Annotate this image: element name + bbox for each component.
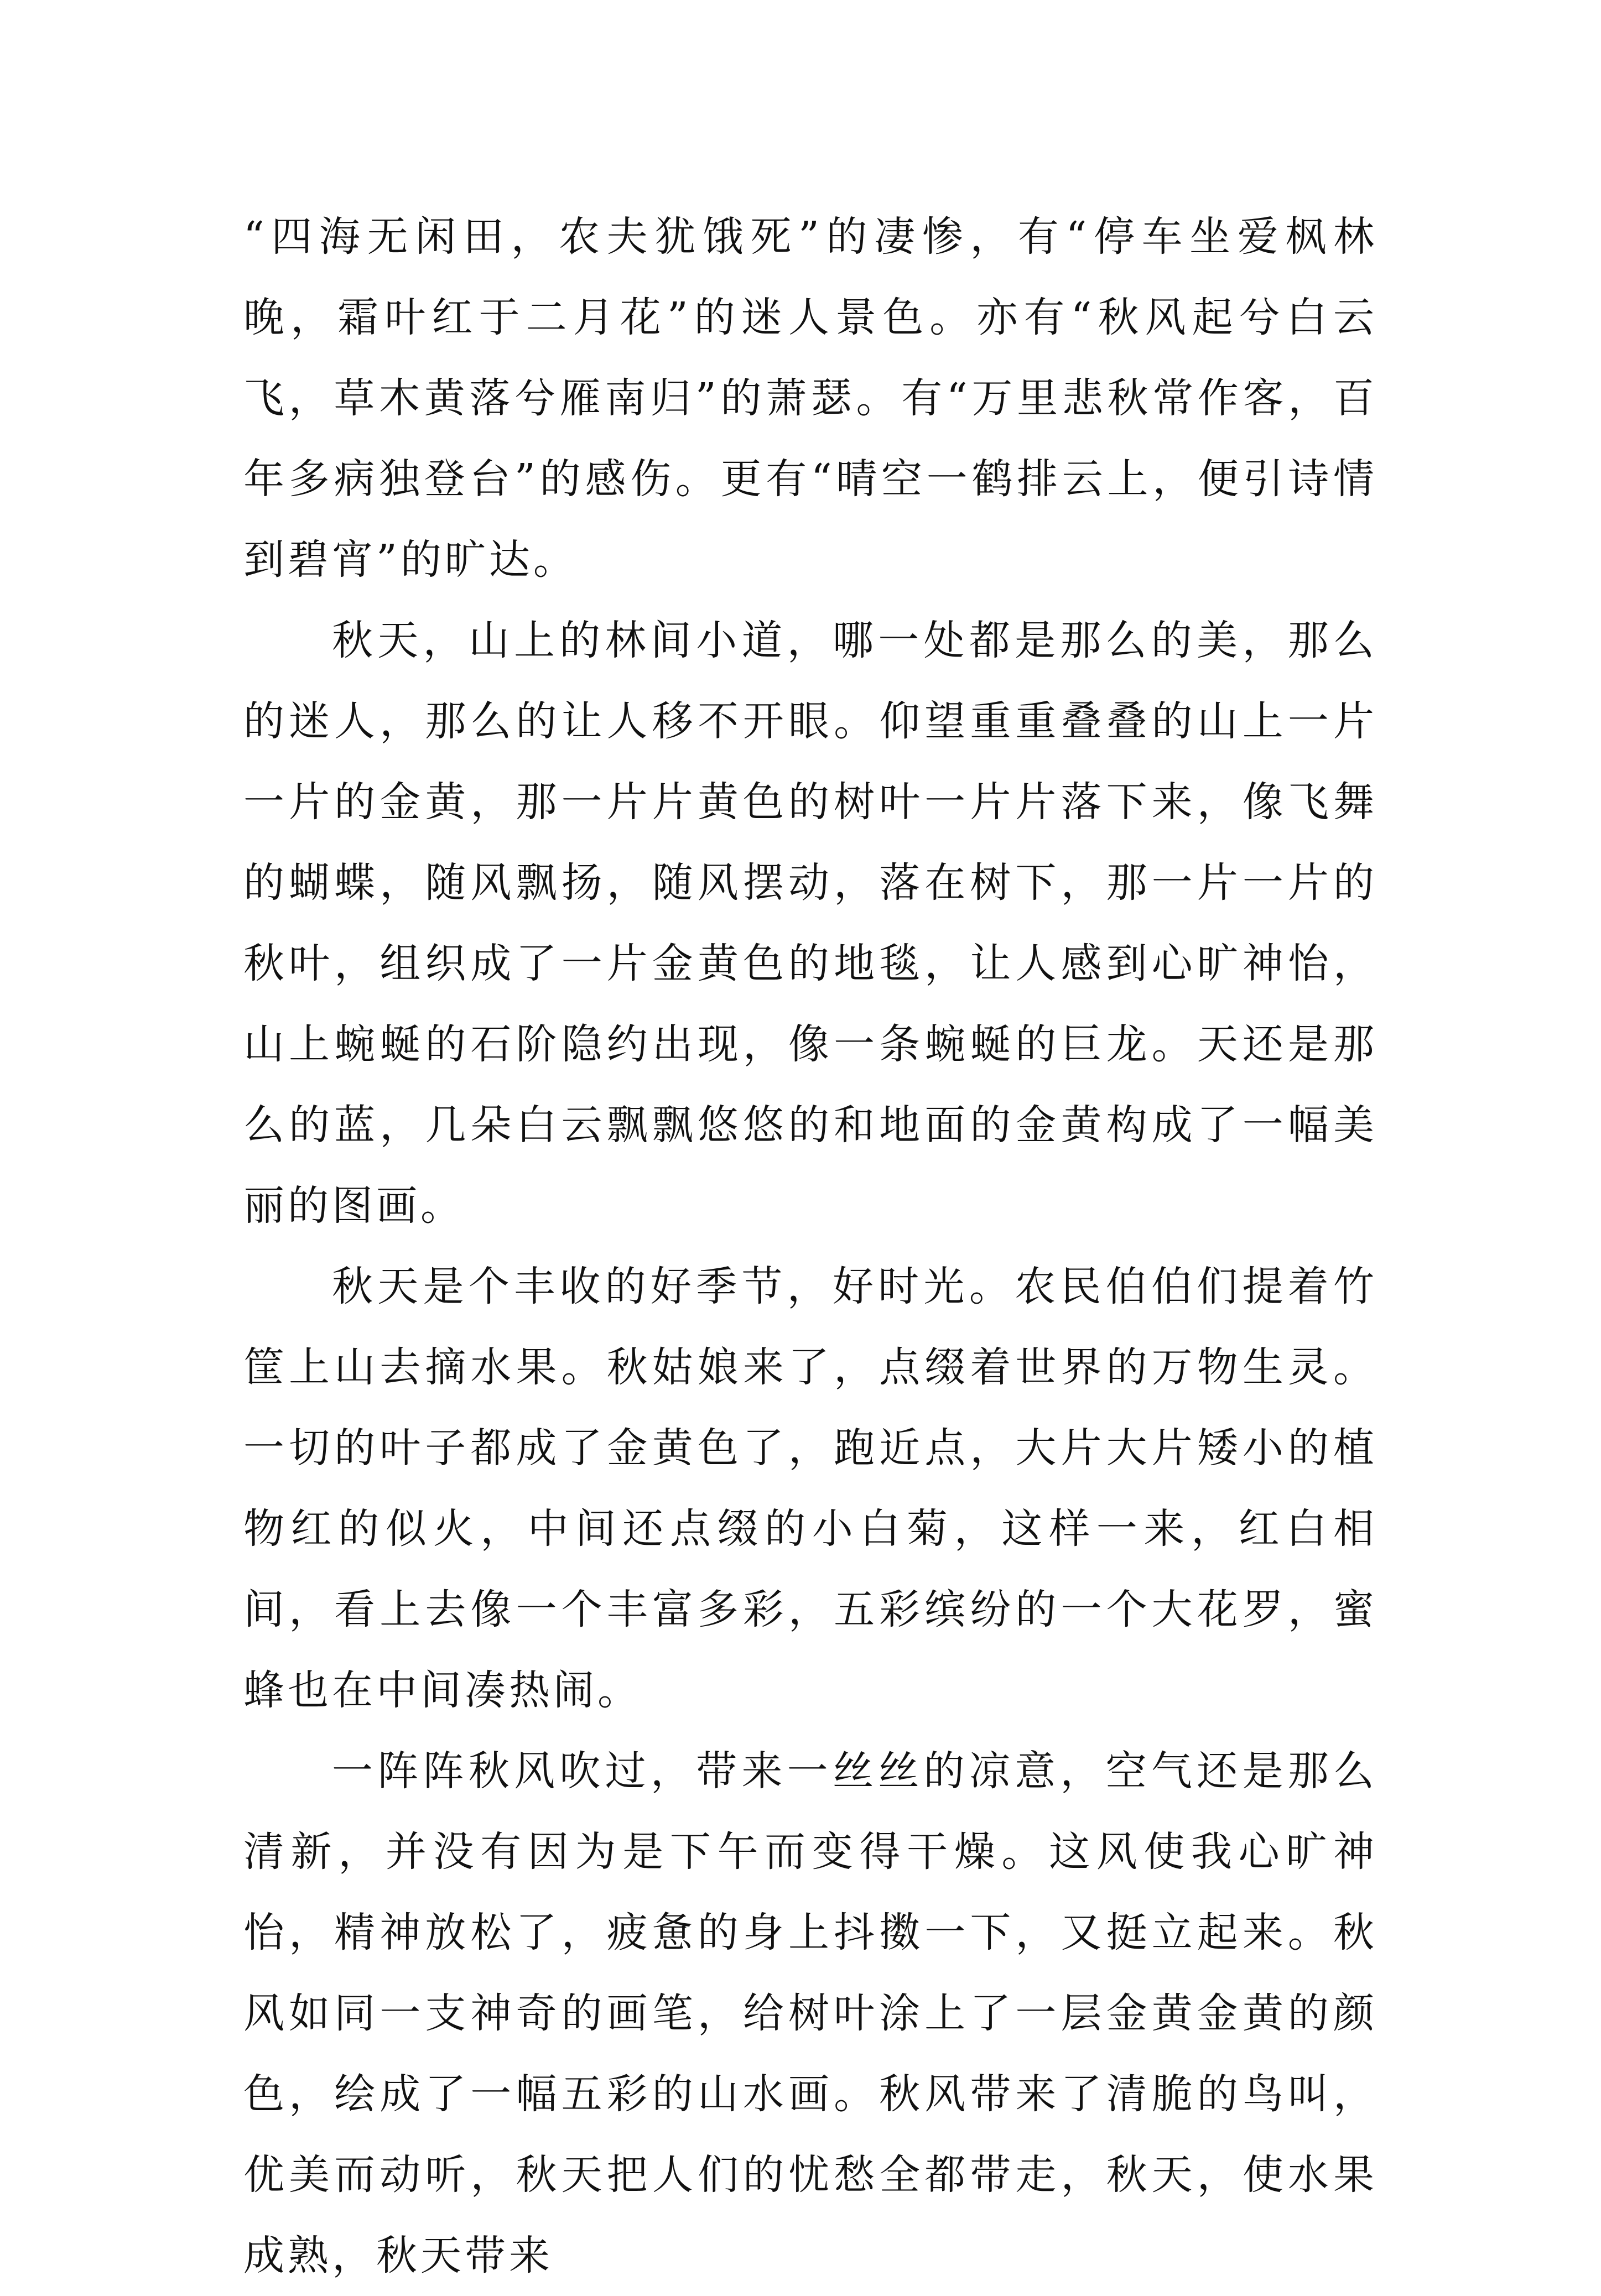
paragraph-3: 秋天是个丰收的好季节，好时光。农民伯伯们提着竹筐上山去摘水果。秋姑娘来了，点缀着世界的万物生灵。一切的叶子都成了金黄色了，跑近点，大片大片矮小的植物红的似火，中间还点缀的小白菊，这样一来，红白相间，看上去像一个丰富多彩，五彩缤纷的一个大花罗，蜜蜂也在中间凑热闹。 bbox=[243, 1263, 1378, 1714]
paragraph-1: “四海无闲田，农夫犹饿死”的凄惨，有“停车坐爱枫林晚，霜叶红于二月花”的迷人景色。亦有“秋风起兮白云飞，草木黄落兮雁南归”的萧瑟。有“万里悲秋常作客，百年多病独登台”的感伤。更有“晴空一鹤排云上，便引诗情到碧宵”的旷达。 bbox=[243, 213, 1378, 584]
paragraph-4: 一阵阵秋风吹过，带来一丝丝的凉意，空气还是那么清新，并没有因为是下午而变得干燥。这风使我心旷神怡，精神放松了，疲惫的身上抖擞一下，又挺立起来。秋风如同一支神奇的画笔，给树叶涂上了一层金黄金黄的颜色，绘成了一幅五彩的山水画。秋风带来了清脆的鸟叫，优美而动听，秋天把人们的忧愁全都带走，秋天，使水果成熟，秋天带来 bbox=[243, 1747, 1378, 2279]
body-text bbox=[243, 196, 1378, 2296]
paragraph-2: 秋天，山上的林间小道，哪一处都是那么的美，那么的迷人，那么的让人移不开眼。仰望重重叠叠的山上一片一片的金黄，那一片片黄色的树叶一片片落下来，像飞舞的蝴蝶，随风飘扬，随风摆动，落在树下，那一片一片的秋叶，组织成了一片金黄色的地毯，让人感到心旷神怡，山上蜿蜒的石阶隐约出现，像一条蜿蜒的巨龙。天还是那么的蓝，几朵白云飘飘悠悠的和地面的金黄构成了一幅美丽的图画。 bbox=[243, 617, 1378, 1230]
